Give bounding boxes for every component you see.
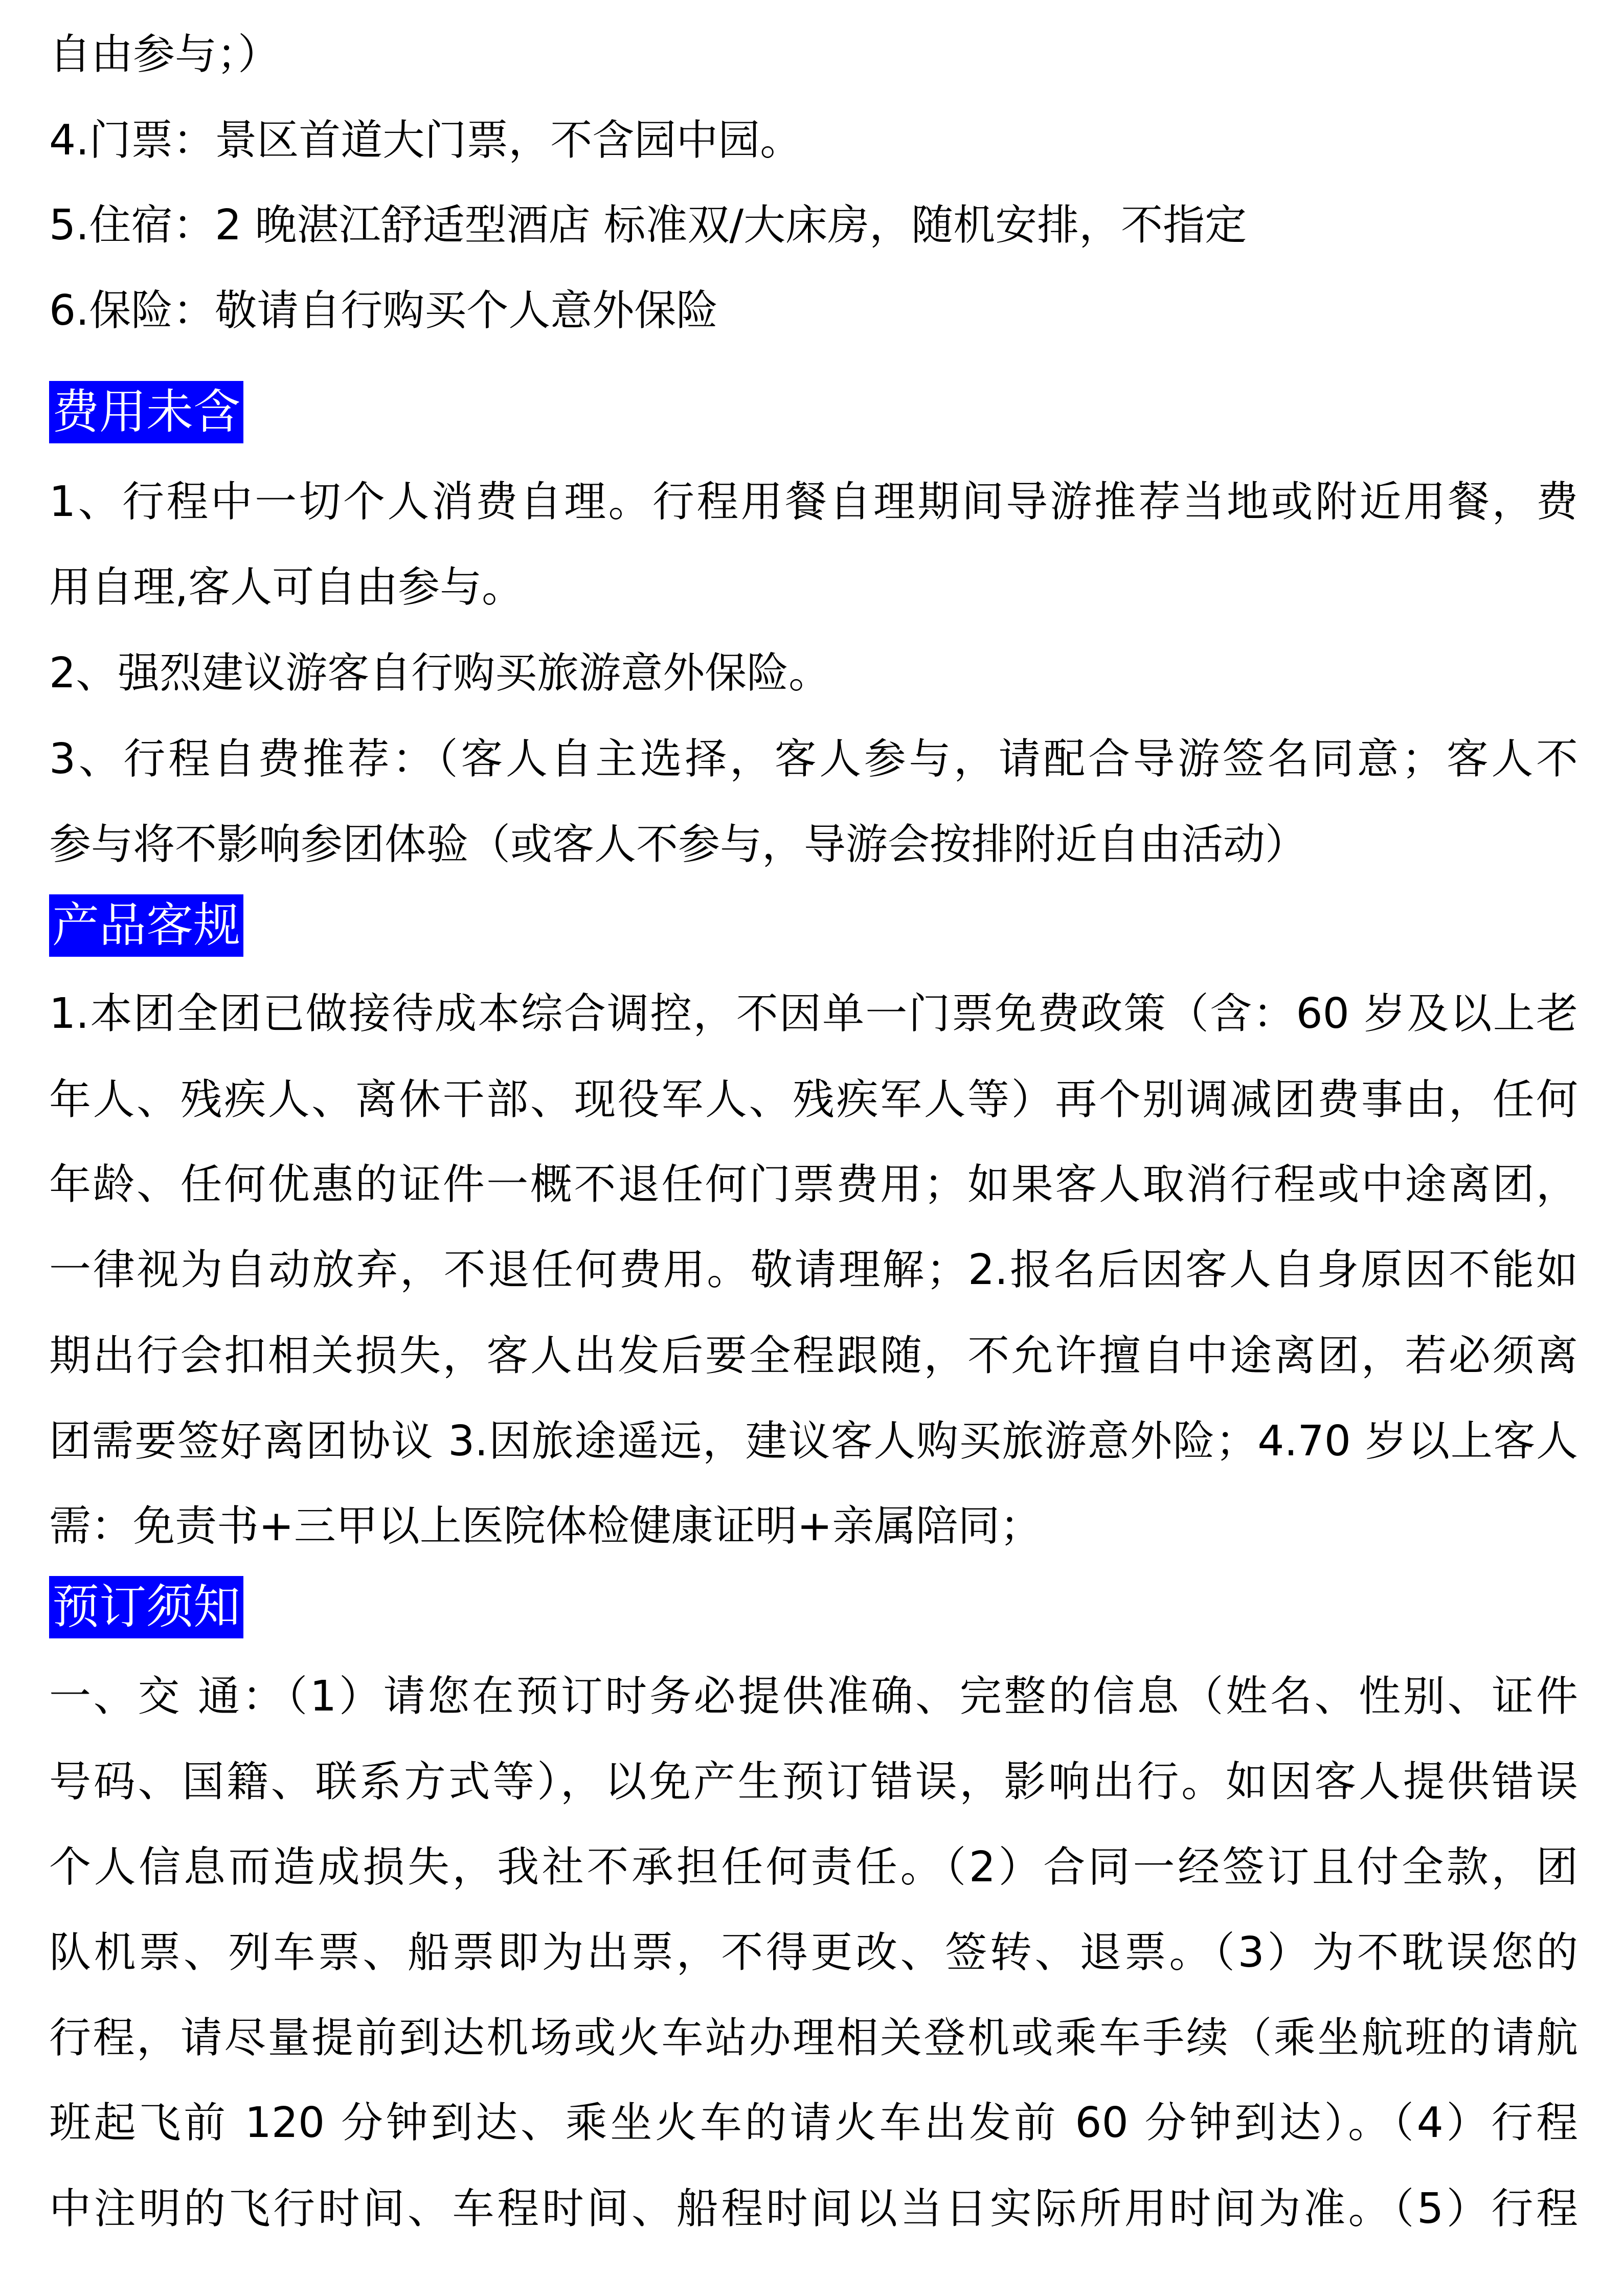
booking-notes-line: 个人信息而造成损失，我社不承担任何责任。（2）合同一经签订且付全款，团 bbox=[49, 1843, 1578, 1892]
product-rules-line: 年龄、任何优惠的证件一概不退任何门票费用；如果客人取消行程或中途离团， bbox=[49, 1160, 1578, 1209]
booking-notes-line: 一、交 通：（1）请您在预订时务必提供准确、完整的信息（姓名、性别、证件 bbox=[49, 1672, 1578, 1721]
included-ticket: 4.门票：景区首道大门票，不含园中园。 bbox=[49, 116, 802, 165]
product-rules-line: 需：免责书+三甲以上医院体检健康证明+亲属陪同； bbox=[49, 1502, 1042, 1550]
excluded-heading: 费用未含 bbox=[49, 381, 243, 443]
product-rules-line: 团需要签好离团协议 3.因旅途遥远，建议客人购买旅游意外险；4.70 岁以上客人 bbox=[49, 1417, 1578, 1466]
excluded-line: 1、行程中一切个人消费自理。行程用餐自理期间导游推荐当地或附近用餐，费 bbox=[49, 478, 1578, 526]
excluded-line: 参与将不影响参团体验（或客人不参与，导游会按排附近自由活动） bbox=[49, 820, 1308, 869]
booking-notes-line: 中注明的飞行时间、车程时间、船程时间以当日实际所用时间为准。（5）行程 bbox=[49, 2185, 1578, 2233]
booking-notes-line: 行程，请尽量提前到达机场或火车站办理相关登机或乘车手续（乘坐航班的请航 bbox=[49, 2014, 1578, 2062]
excluded-line: 3、行程自费推荐：（客人自主选择，客人参与，请配合导游签名同意；客人不 bbox=[49, 735, 1578, 783]
product-rules-line: 期出行会扣相关损失，客人出发后要全程跟随，不允许擅自中途离团，若必须离 bbox=[49, 1332, 1578, 1380]
booking-notes-heading: 预订须知 bbox=[49, 1576, 243, 1638]
excluded-line: 用自理,客人可自由参与。 bbox=[49, 563, 524, 612]
product-rules-heading: 产品客规 bbox=[49, 894, 243, 957]
product-rules-line: 年人、残疾人、离休干部、现役军人、残疾军人等）再个别调减团费事由，任何 bbox=[49, 1075, 1578, 1124]
booking-notes-line: 班起飞前 120 分钟到达、乘坐火车的请火车出发前 60 分钟到达）。（4）行程 bbox=[49, 2099, 1578, 2147]
booking-notes-line: 号码、国籍、联系方式等），以免产生预订错误，影响出行。如因客人提供错误 bbox=[49, 1758, 1578, 1806]
included-line-0: 自由参与；） bbox=[49, 30, 280, 79]
product-rules-line: 一律视为自动放弃，不退任何费用。敬请理解；2.报名后因客人自身原因不能如 bbox=[49, 1246, 1578, 1294]
included-hotel: 5.住宿：2 晚湛江舒适型酒店 标准双/大床房，随机安排，不指定 bbox=[49, 201, 1247, 250]
product-rules-line: 1.本团全团已做接待成本综合调控，不因单一门票免费政策（含：60 岁及以上老 bbox=[49, 989, 1578, 1038]
booking-notes-line: 队机票、列车票、船票即为出票，不得更改、签转、退票。（3）为不耽误您的 bbox=[49, 1928, 1578, 1977]
excluded-line: 2、强烈建议游客自行购买旅游意外保险。 bbox=[49, 649, 831, 697]
included-insurance: 6.保险：敬请自行购买个人意外保险 bbox=[49, 286, 718, 335]
